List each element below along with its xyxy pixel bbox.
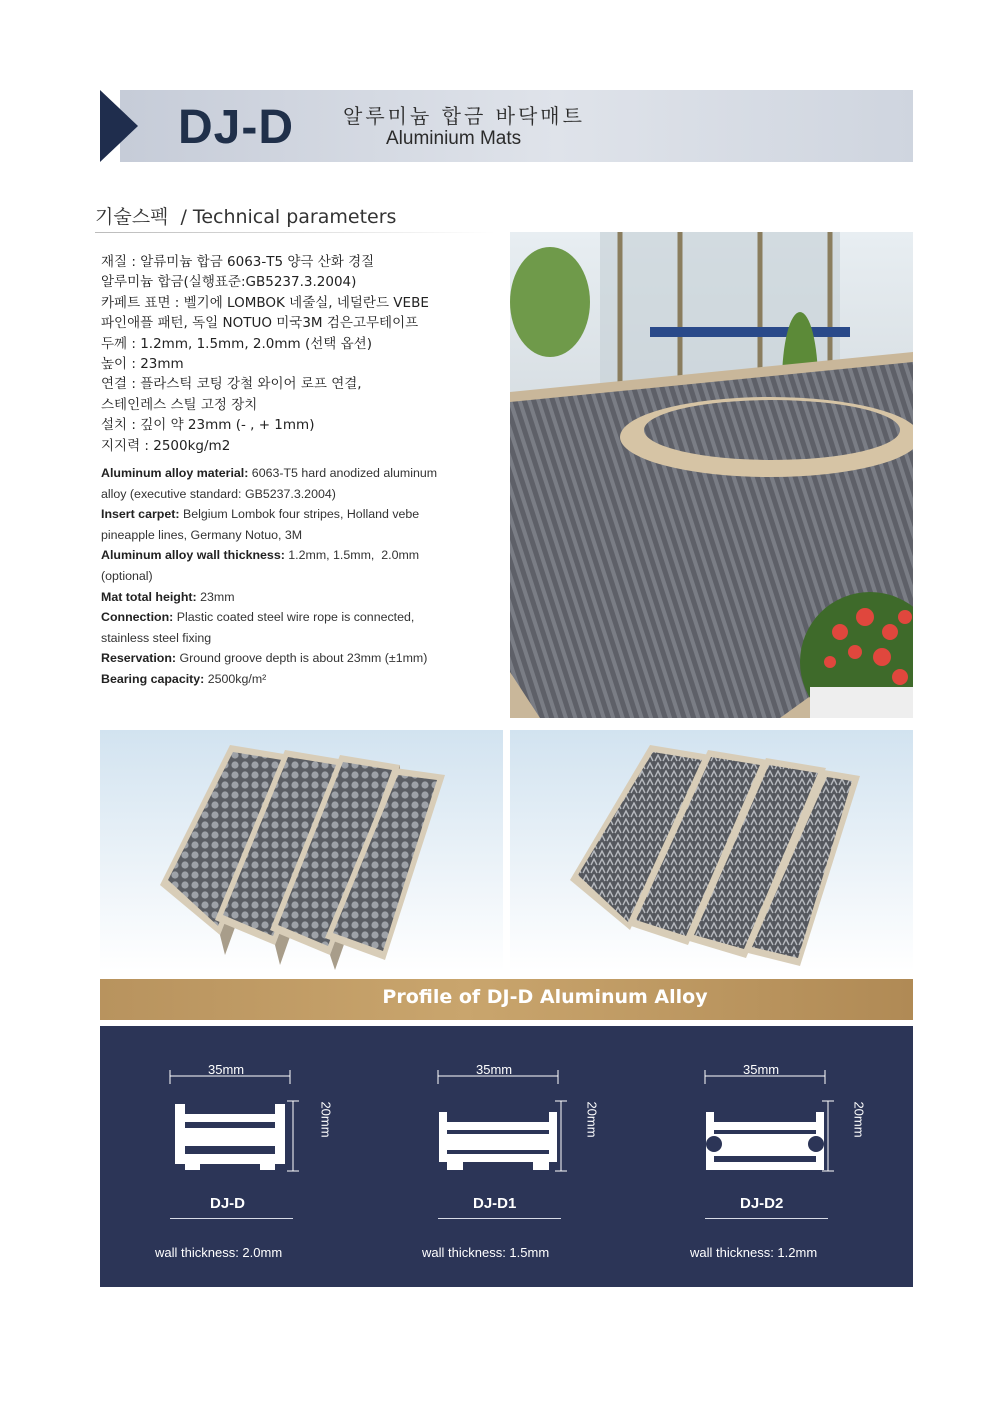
spec-en-label: Insert carpet: (101, 507, 180, 522)
title-korean: 알루미늄 합금 바닥매트 (343, 104, 585, 128)
profile-divider (705, 1218, 828, 1219)
spec-en-line (101, 648, 481, 669)
profile-height-label: 20mm (318, 1101, 334, 1138)
profile-divider (170, 1218, 293, 1219)
spec-en-line (101, 484, 481, 505)
title-english: Aluminium Mats (386, 128, 522, 149)
profile-wall-thickness: wall thickness: 1.5mm (422, 1245, 550, 1260)
product-image-left (100, 730, 503, 971)
spec-list-english (101, 463, 481, 690)
product-image-right (510, 730, 913, 971)
profile-dj-d1-drawing (433, 1066, 603, 1186)
installation-photo (510, 232, 913, 718)
profile-dj-d2-drawing (700, 1066, 870, 1186)
spec-en-text: Belgium Lombok four stripes, Holland vebe (179, 507, 420, 522)
spec-ko-line: 알루미늄 합금(실행표준:GB5237.3.2004) (101, 274, 357, 291)
model-code: DJ-D (178, 101, 295, 154)
spec-en-text: 23mm (196, 589, 235, 604)
spec-ko-line: 카페트 표면 : 벨기에 LOMBOK 네줄실, 네덜란드 VEBE (101, 294, 429, 311)
header-arrow-icon (100, 90, 138, 162)
profile-wall-thickness: wall thickness: 1.2mm (690, 1245, 818, 1260)
spec-ko-line: 연결 : 플라스틱 코팅 강철 와이어 로프 연결, (101, 376, 362, 393)
spec-ko-line: 두께 : 1.2mm, 1.5mm, 2.0mm (선택 옵션) (101, 335, 372, 352)
profile-wall-thickness: wall thickness: 2.0mm (155, 1245, 283, 1260)
spec-en-line (101, 607, 481, 628)
spec-en-label: Connection: (101, 610, 174, 625)
section-heading: 기술스펙 / Technical parameters (95, 206, 397, 228)
spec-en-text: alloy (executive standard: GB5237.3.2004) (101, 486, 336, 501)
profile-dj-d-drawing (165, 1066, 335, 1186)
spec-en-line (101, 669, 481, 690)
spec-ko-line: 재질 : 알류미늄 합금 6063-T5 양극 산화 경질 (101, 254, 375, 270)
section-divider (95, 232, 495, 233)
profile-width-label: 35mm (743, 1062, 780, 1077)
spec-en-label: Bearing capacity: (101, 671, 205, 686)
spec-en-label: Reservation: (101, 651, 177, 666)
mat-sample-image (510, 730, 913, 971)
spec-list-korean (101, 252, 503, 456)
spec-en-text: (optional) (101, 568, 153, 583)
spec-ko-line: 파인애플 패턴, 독일 NOTUO 미국3M 검은고무테이프 (101, 315, 419, 332)
spec-en-text: 2500kg/m² (204, 671, 267, 686)
spec-en-text: stainless steel fixing (101, 630, 212, 645)
lobby-mat-photo-image (510, 232, 913, 718)
profile-name: DJ-D2 (740, 1195, 784, 1212)
spec-en-text: 1.2mm, 1.5mm, 2.0mm (284, 548, 420, 563)
profile-width-label: 35mm (476, 1062, 513, 1077)
spec-en-text: pineapple lines, Germany Notuo, 3M (101, 527, 303, 542)
profile-height-label: 20mm (851, 1101, 867, 1138)
spec-en-line (101, 463, 481, 484)
spec-en-label: Mat total height: (101, 589, 197, 604)
profile-width-label: 35mm (208, 1062, 245, 1077)
profile-height-label: 20mm (584, 1101, 600, 1138)
spec-ko-line: 스테인레스 스틸 고정 장치 (101, 396, 258, 413)
spec-en-line (101, 545, 481, 566)
mat-sample-image (100, 730, 503, 971)
spec-en-label: Aluminum alloy material: (101, 466, 249, 480)
profile-name: DJ-D (210, 1195, 246, 1212)
spec-en-label: Aluminum alloy wall thickness: (101, 548, 285, 563)
spec-ko-line: 높이 : 23mm (101, 356, 184, 373)
spec-en-text: Ground groove depth is about 23mm (±1mm) (176, 651, 428, 666)
spec-ko-line: 지지력 : 2500kg/m2 (101, 437, 231, 454)
spec-en-line (101, 504, 481, 525)
spec-en-line (101, 566, 481, 587)
profile-panel (100, 1026, 913, 1287)
spec-en-line (101, 587, 481, 608)
spec-en-text: Plastic coated steel wire rope is connected, (173, 610, 415, 625)
profile-banner-title: Profile of DJ-D Aluminum Alloy (382, 986, 708, 1008)
spec-ko-line: 설치 : 깊이 약 23mm (- , + 1mm) (101, 417, 315, 434)
profile-name: DJ-D1 (473, 1195, 517, 1212)
spec-en-line (101, 628, 481, 649)
spec-en-text: 6063-T5 hard anodized aluminum (248, 466, 438, 480)
profile-divider (438, 1218, 561, 1219)
spec-en-line (101, 525, 481, 546)
